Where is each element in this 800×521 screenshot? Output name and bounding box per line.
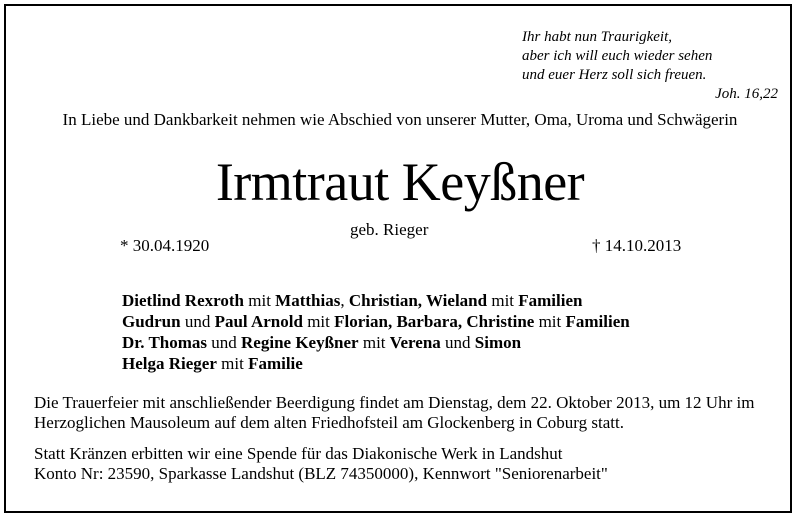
family-connector: und [440,333,475,352]
quote-reference: Joh. 16,22 [715,86,778,102]
family-connector: und [207,333,242,352]
family-connector: mit [534,312,566,331]
maiden-name: geb. Rieger [350,220,429,239]
family-member-name: Gudrun [122,312,181,331]
family-list [122,290,630,374]
family-member-name: Regine Keyßner [241,333,359,352]
donation-info [34,444,786,484]
family-member-name: Helga Rieger [122,354,217,373]
death-date: † 14.10.2013 [592,236,682,255]
family-connector: mit [358,333,390,352]
bank-details: Konto Nr: 23590, Sparkasse Landshut (BLZ 74350000), Kennwort "Seniorenarbeit" [34,464,608,483]
family-member-name: Familie [248,354,303,373]
family-connector: und [180,312,215,331]
family-line [122,311,630,332]
family-line [122,353,630,374]
family-member-name: Familien [518,291,583,310]
family-line [122,290,630,311]
family-member-name: Familien [565,312,630,331]
birth-date: * 30.04.1920 [120,236,210,255]
family-connector: , [340,291,349,310]
family-member-name: Simon [474,333,522,352]
family-member-name: Verena [389,333,441,352]
family-member-name: Dr. Thomas [122,333,208,352]
family-connector: mit [244,291,276,310]
family-connector: mit [216,354,249,373]
family-member-name: Paul Arnold [214,312,303,331]
family-member-name: Matthias [275,291,341,310]
family-line [122,332,630,353]
family-member-name: Dietlind Rexroth [122,291,244,310]
obituary-card [4,4,792,513]
deceased-name: Irmtraut Keyßner [215,152,585,212]
family-member-name: Florian, Barbara, Christine [334,312,535,331]
quote-line: aber ich will euch wieder sehen [522,48,713,64]
family-connector: mit [487,291,519,310]
bible-quote [522,28,778,104]
family-member-name: Christian, Wieland [348,291,488,310]
quote-line: und euer Herz soll sich freuen. [522,67,707,83]
family-connector: mit [302,312,335,331]
donation-request: Statt Kränzen erbitten wir eine Spende für das Diakonische Werk in Landshut [34,444,563,463]
quote-line: Ihr habt nun Traurigkeit, [522,29,673,45]
intro-text: In Liebe und Dankbarkeit nehmen wie Abschied von unserer Mutter, Oma, Uroma und Schwägerin [62,110,738,129]
service-info: Die Trauerfeier mit anschließender Beerdigung findet am Dienstag, dem 22. Oktober 2013, um 12 Uhr im Herzoglichen Mausoleum auf dem alten Friedhofsteil am Glockenberg in Coburg statt. [34,393,755,432]
